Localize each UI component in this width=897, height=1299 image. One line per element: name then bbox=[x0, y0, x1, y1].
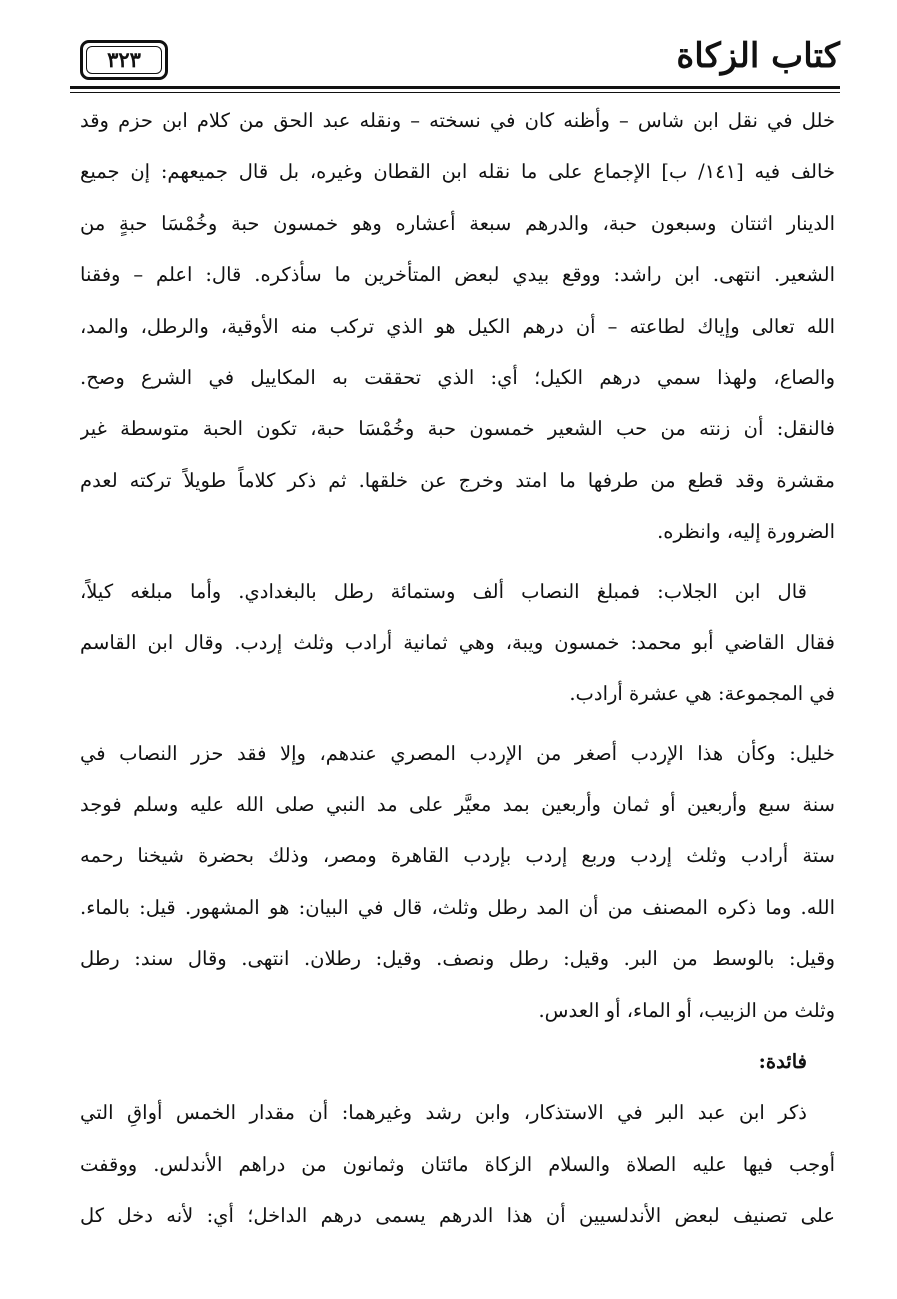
text-line: والصاع، ولهذا سمي درهم الكيل؛ أي: الذي تحققت به المكاييل في الشرع وصح. bbox=[80, 365, 835, 389]
paragraph-2 bbox=[80, 566, 835, 720]
text-line: أوجب فيها عليه الصلاة والسلام الزكاة مائتان وثمانون من دراهم الأندلس. ووقفت bbox=[80, 1152, 835, 1176]
text-line: ستة أرادب وثلث إردب وربع إردب بإردب القاهرة ومصر، وذلك بحضرة شيخنا رحمه bbox=[80, 844, 835, 868]
paragraph-3 bbox=[80, 728, 835, 1036]
header-rule-thin bbox=[70, 92, 840, 93]
text-line: خلل في نقل ابن شاس – وأظنه كان في نسخته – ونقله عبد الحق من كلام ابن حزم وقد bbox=[80, 109, 835, 132]
text-line: ذكر ابن عبد البر في الاستذكار، وابن رشد وغيرهما: أن مقدار الخمس أواقِ التي bbox=[80, 1101, 807, 1125]
running-title: كتاب الزكاة bbox=[676, 36, 840, 76]
text-line: خليل: وكأن هذا الإردب أصغر من الإردب المصري عندهم، وإلا فقد حزر النصاب في bbox=[80, 741, 835, 765]
text-line: الدينار اثنتان وسبعون حبة، والدرهم سبعة أعشاره وهو خمسون حبة وخُمْسَا حبةٍ من bbox=[80, 211, 835, 235]
paragraph-1 bbox=[80, 95, 835, 558]
text-line: فقال القاضي أبو محمد: خمسون ويبة، وهي ثمانية أرادب وثلث إردب. وقال ابن القاسم bbox=[80, 630, 835, 654]
text-line: الضرورة إليه، وانظره. bbox=[657, 520, 835, 544]
page-number: ٣٢٣ bbox=[107, 47, 141, 72]
paragraph-4 bbox=[80, 1087, 835, 1241]
header-rule bbox=[70, 86, 840, 89]
text-line: الله. وما ذكره المصنف من أن المد رطل وثلث، قال في البيان: هو المشهور. قيل: بالماء. bbox=[80, 895, 835, 919]
page-header bbox=[70, 30, 840, 90]
text-line: سنة سبع وأربعين أو ثمان وأربعين بمد معيَّر على مد النبي صلى الله عليه وسلم فوجد bbox=[80, 793, 835, 817]
text-line: في المجموعة: هي عشرة أرادب. bbox=[569, 682, 835, 706]
text-line: وثلث من الزبيب، أو الماء، أو العدس. bbox=[538, 998, 835, 1022]
text-line: الله تعالى وإياك لطاعته – أن درهم الكيل هو الذي تركب منه الأوقية، والرطل، والمد، bbox=[80, 314, 835, 338]
text-line: وقيل: بالوسط من البر. وقيل: رطل ونصف. وقيل: رطلان. انتهى. وقال سند: رطل bbox=[80, 947, 835, 971]
text-line: الشعير. انتهى. ابن راشد: ووقع بيدي لبعض المتأخرين ما سأذكره. قال: اعلم – وفقنا bbox=[80, 263, 835, 287]
body-text bbox=[80, 95, 835, 1242]
section-heading bbox=[80, 1036, 835, 1087]
text-line: على تصنيف لبعض الأندلسيين أن هذا الدرهم يسمى درهم الداخل؛ أي: لأنه دخل كل bbox=[80, 1204, 835, 1228]
text-line: قال ابن الجلاب: فمبلغ النصاب ألف وستمائة رطل بالبغدادي. وأما مبلغه كيلاً، bbox=[80, 579, 807, 603]
text-line: مقشرة وقد قطع من طرفها ما امتد وخرج عن خلقها. ثم ذكر كلاماً طويلاً تركته لعدم bbox=[80, 468, 835, 492]
text-line: خالف فيه [١٤١/ ب] الإجماع على ما نقله ابن القطان وغيره، بل قال جميعهم: إن جميع bbox=[80, 160, 835, 184]
text-line: فالنقل: أن زنته من حب الشعير خمسون حبة وخُمْسَا حبة، تكون الحبة متوسطة غير bbox=[80, 417, 835, 441]
page-number-frame bbox=[80, 40, 168, 80]
benefit-heading: فائدة: bbox=[758, 1050, 807, 1074]
